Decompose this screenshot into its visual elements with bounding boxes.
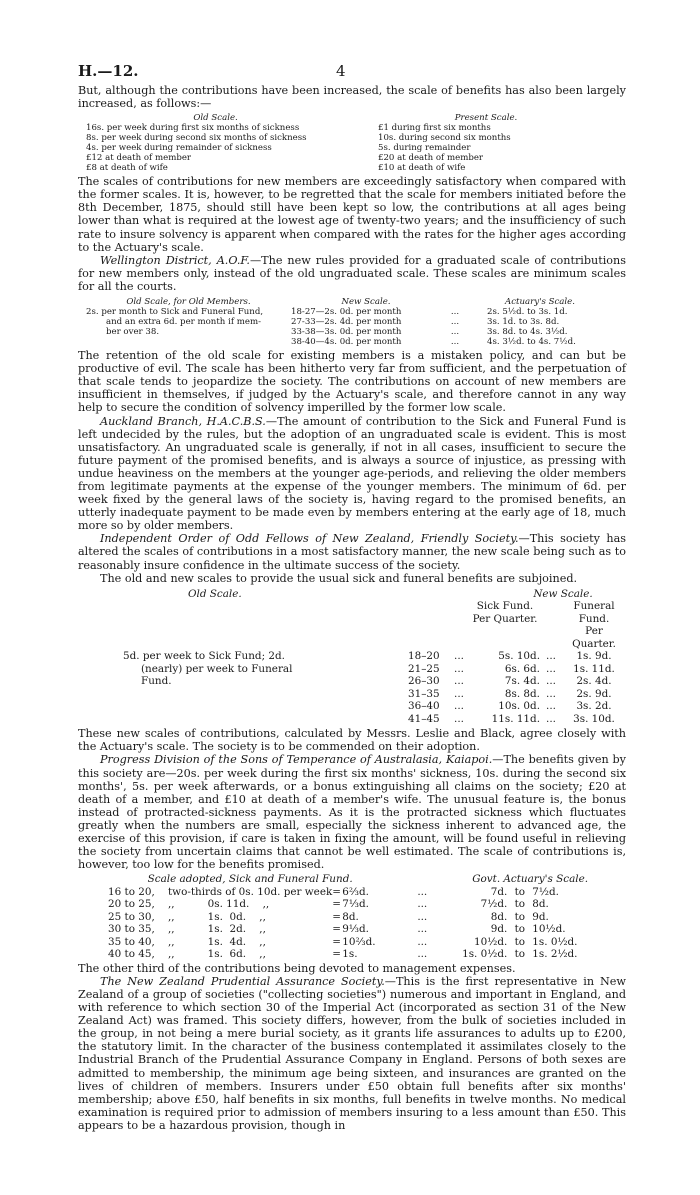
old-scale-line: ber over 38. xyxy=(106,327,160,338)
actuary-to-cell: 7½d. xyxy=(532,885,559,898)
document-page xyxy=(78,62,626,1132)
old-benefit-line: 16s. per week during first six months of sickness xyxy=(86,123,300,134)
to-word: to xyxy=(514,910,525,923)
oddfellows-paragraph xyxy=(78,532,626,571)
leslie-black-paragraph: These new scales of contributions, calculated by Messrs. Leslie and Black, agree closely with the Actuary's scale. The society is to be commended on their adoption. xyxy=(78,727,626,754)
equals-sign: = xyxy=(332,885,341,898)
age-range-cell: 30 to 35, xyxy=(108,923,155,936)
old-benefit-line: £12 at death of member xyxy=(86,153,192,164)
contribution-value-cell: 8d. xyxy=(342,910,359,923)
funeral-fund-label: Funeral Fund. xyxy=(573,600,615,625)
actuary-from-cell: 8d. xyxy=(490,910,508,923)
equals-sign: = xyxy=(332,923,341,936)
leader-dots: ... xyxy=(450,337,460,348)
per-quarter-label: Per Quarter. xyxy=(572,625,616,650)
age-cell: 21–25 xyxy=(408,662,440,675)
contribution-desc-cell: ,, 0s. 11d. ,, xyxy=(168,898,270,911)
old-benefit-line: 4s. per week during remainder of sickness xyxy=(86,143,272,154)
leader-dots: ... xyxy=(417,923,428,936)
actuary-from-cell: 9d. xyxy=(490,923,508,936)
page-header xyxy=(78,62,626,84)
funeral-fund-cell: 2s. 4d. xyxy=(576,675,612,688)
old-benefit-line: £8 at death of wife xyxy=(86,163,168,174)
age-cell: 18–20 xyxy=(408,650,440,663)
equals-sign: = xyxy=(332,910,341,923)
wellington-text: —The new rules provided for a graduated scale of contributions for new members only, instead of the old ungraduated scale. These scales are minimum scales for all the courts. xyxy=(78,253,626,293)
oddfellows-text: —This society has altered the scales of contributions in a most satisfactory manner, the new scale being such as to reasonably insure confidence in the ultimate success of the society. xyxy=(78,532,626,572)
progress-text: —The benefits given by this society are—20s. per week during the first six months' sickness, 10s. during the second six months', 5s. per week afterwards, or a bonus extinguishing all claims on the society; £20 at death of a member, and £10 at death of a member's wife. The unusual feature is, the bonus instead of protracted-sickness payments. As it is the protracted sickness which fluctuates greatly when the numbers are small, especially the sickness inherent to advanced age, the exercise of this provision, if care is taken in fixing the amount, will be found useful in relieving the society from uncertain claims that cannot be well estimated. The scale of contributions is, however, too low for the benefits promised. xyxy=(78,753,626,872)
per-quarter-label: Per Quarter. xyxy=(472,612,538,625)
leader-dots: ... xyxy=(417,910,428,923)
leader-dots: ... xyxy=(546,675,556,688)
auckland-society-name: Auckland Branch, H.A.C.B.S. xyxy=(100,414,266,428)
sick-fund-cell: 8s. 8d. xyxy=(504,687,540,700)
actuary-from-cell: 7d. xyxy=(490,885,508,898)
present-benefits-column xyxy=(378,113,626,173)
contribution-value-cell: 9⅓d. xyxy=(342,923,369,936)
contribution-value-cell: 10⅔d. xyxy=(342,935,376,948)
actuary-scale-cell: 3s. 8d. to 4s. 3½d. xyxy=(487,327,568,338)
page-number: 4 xyxy=(336,62,346,80)
sick-fund-cell: 6s. 6d. xyxy=(504,662,540,675)
present-benefit-line: £20 at death of member xyxy=(378,153,484,164)
old-benefit-line: 8s. per week during second six months of sickness xyxy=(86,133,307,144)
intro-paragraph: But, although the contributions have been increased, the scale of benefits has also been largely increased, as follows:— xyxy=(78,84,626,111)
leader-dots: ... xyxy=(546,700,556,713)
to-word: to xyxy=(514,885,525,898)
sick-fund-cell: 11s. 11d. xyxy=(491,712,540,725)
contributions-paragraph: The scales of contributions for new members are exceedingly satisfactory when compared with the former scales. It is, however, to be regretted that the scale for members initiated before the 8th December, 1875, should still have been kept so low, the contributions at all ages being lower than what is required at the lowest age of twenty-two years; and the insufficiency of such rate to insure solvency is apparent when compared with the rates for the higher ages according to the Actuary's scale. xyxy=(78,175,626,254)
funeral-fund-cell: 1s. 9d. xyxy=(576,650,612,663)
wellington-paragraph xyxy=(78,254,626,293)
to-word: to xyxy=(514,898,525,911)
new-scale-heading: New Scale. xyxy=(533,587,593,600)
leader-dots: ... xyxy=(450,327,460,338)
leader-dots: ... xyxy=(546,687,556,700)
benefits-scale xyxy=(86,113,626,173)
leader-dots: ... xyxy=(546,650,556,663)
to-word: to xyxy=(514,948,525,961)
contribution-value-cell: 1s. xyxy=(342,948,358,961)
age-cell: 31–35 xyxy=(408,687,440,700)
wellington-scale-table xyxy=(86,297,611,347)
to-word: to xyxy=(514,923,525,936)
equals-sign: = xyxy=(332,948,341,961)
actuary-scale-heading: Govt. Actuary's Scale. xyxy=(472,873,589,886)
actuary-from-cell: 7½d. xyxy=(480,898,508,911)
auckland-text: —The amount of contribution to the Sick and Funeral Fund is left undecided by the rules, but the adoption of an ungraduated scale is evident. This is most unsatisfactory. An ungraduated scale is generally, if not in all cases, insufficient to secure the future payment of the promised benefits, and is always a source of injustice, as pressing with undue heaviness on the members at the younger age-periods, and relieving the older members from legitimate payments at the expense of the younger members. The minimum of 6d. per week fixed by the general laws of the society is, having regard to the promised benefits, an utterly inadequate payment to be made even by members entering at the early age of 18, much more so by older members. xyxy=(78,414,627,533)
progress-paragraph xyxy=(78,753,626,871)
equals-sign: = xyxy=(332,935,341,948)
actuary-to-cell: 1s. 0½d. xyxy=(532,935,578,948)
old-scale-line: and an extra 6d. per month if mem- xyxy=(106,317,262,328)
leader-dots: ... xyxy=(454,712,464,725)
actuary-from-cell: 10½d. xyxy=(474,935,508,948)
leader-dots: ... xyxy=(450,317,460,328)
actuary-scale-cell: 3s. 1d. to 3s. 8d. xyxy=(487,317,560,328)
new-scale-cell: 38-40—4s. 0d. per month xyxy=(291,337,402,348)
contribution-desc-cell: ,, 1s. 4d. ,, xyxy=(168,935,266,948)
sick-fund-heading xyxy=(470,600,540,650)
actuary-to-cell: 10½d. xyxy=(532,923,566,936)
contribution-value-cell: 7⅓d. xyxy=(342,898,369,911)
age-range-cell: 25 to 30, xyxy=(108,910,155,923)
leader-dots: ... xyxy=(454,675,464,688)
age-range-cell: 35 to 40, xyxy=(108,935,155,948)
old-scale-line: (nearly) per week to Funeral xyxy=(141,662,293,675)
sick-fund-cell: 7s. 4d. xyxy=(504,675,540,688)
equals-sign: = xyxy=(332,898,341,911)
prudential-paragraph xyxy=(78,975,626,1132)
leader-dots: ... xyxy=(417,885,428,898)
leader-dots: ... xyxy=(454,700,464,713)
subjoined-paragraph: The old and new scales to provide the usual sick and funeral benefits are subjoined. xyxy=(100,571,578,585)
funeral-fund-cell: 1s. 11d. xyxy=(573,662,615,675)
funeral-fund-cell: 2s. 9d. xyxy=(576,687,612,700)
present-benefit-line: 10s. during second six months xyxy=(378,133,511,144)
retention-paragraph: The retention of the old scale for existing members is a mistaken policy, and can but be productive of evil. The scale has been hitherto very far from sufficient, and the perpetuation of that scale tends to jeopardize the society. The contributions on account of new members are insufficient in themselves, if judged by the Actuary's scale, and therefore cannot in any way help to secure the condition of solvency imperilled by the former low scale. xyxy=(78,349,626,415)
funeral-fund-heading xyxy=(562,600,626,650)
to-word: to xyxy=(514,935,525,948)
age-range-cell: 40 to 45, xyxy=(108,948,155,961)
leader-dots: ... xyxy=(454,687,464,700)
new-scale-cell: 18-27—2s. 0d. per month xyxy=(291,307,402,318)
leader-dots: ... xyxy=(454,650,464,663)
new-scale-heading: New Scale. xyxy=(341,297,391,308)
management-expenses-paragraph: The other third of the contributions being devoted to management expenses. xyxy=(78,961,516,975)
sick-fund-cell: 5s. 10d. xyxy=(498,650,540,663)
sick-fund-label: Sick Fund. xyxy=(476,600,534,613)
leader-dots: ... xyxy=(454,662,464,675)
contribution-desc-cell: ,, 1s. 2d. ,, xyxy=(168,923,266,936)
actuary-scale-cell: 4s. 3½d. to 4s. 7½d. xyxy=(487,337,576,348)
actuary-from-cell: 1s. 0½d. xyxy=(462,948,508,961)
contribution-desc-cell: ,, 1s. 6d. ,, xyxy=(168,948,266,961)
funeral-fund-cell: 3s. 2d. xyxy=(576,700,612,713)
leader-dots: ... xyxy=(450,307,460,318)
old-scale-heading: Old Scale, for Old Members. xyxy=(126,297,251,308)
new-scale-cell: 33-38—3s. 0d. per month xyxy=(291,327,402,338)
age-cell: 41–45 xyxy=(408,712,440,725)
contribution-desc-cell: ,, 1s. 0d. ,, xyxy=(168,910,266,923)
actuary-to-cell: 9d. xyxy=(532,910,549,923)
actuary-to-cell: 1s. 2½d. xyxy=(532,948,578,961)
old-scale-line: Fund. xyxy=(141,675,172,688)
progress-scale-table xyxy=(108,873,608,961)
present-benefit-line: 5s. during remainder xyxy=(378,143,471,154)
progress-society-name: Progress Division of the Sons of Temperance of Australasia, Kaiapoi. xyxy=(100,753,493,767)
prudential-society-name: The New Zealand Prudential Assurance Society. xyxy=(100,974,385,988)
auckland-paragraph xyxy=(78,415,626,533)
sick-fund-cell: 10s. 0d. xyxy=(498,700,540,713)
age-range-cell: 20 to 25, xyxy=(108,898,155,911)
actuary-scale-heading: Actuary's Scale. xyxy=(505,297,575,308)
prudential-text: —This is the first representative in New Zealand of a group of societies ("collecting societies") numerous and important in England, and with reference to which section 30 of the Imperial Act (incorporated as section 31 of the New Zealand Act) was framed. This society differs, however, from the bulk of societies included in the group, in not being a mere burial society, as it grants life assurances to adults up to £200, the statutory limit. In the character of the business contemplated it assimilates closely to the Industrial Branch of the Prudential Assurance Company in England. Persons of both sexes are admitted to membership, the minimum age being sixteen, and insurances are granted on the lives of children of members. Insurers under £50 obtain full benefits after six months' membership; above £50, half benefits in six months, full benefits in twelve months. No medical examination is required prior to admission of members insuring to a less amount than £50. This appears to be a hazardous provision, though in xyxy=(78,974,626,1132)
leader-dots: ... xyxy=(417,935,428,948)
oddfellows-society-name: Independent Order of Odd Fellows of New Zealand, Friendly Society. xyxy=(100,532,519,546)
leader-dots: ... xyxy=(417,948,428,961)
old-benefits-column xyxy=(86,113,345,173)
contribution-value-cell: 6⅔d. xyxy=(342,885,369,898)
scale-adopted-heading: Scale adopted, Sick and Funeral Fund. xyxy=(147,873,353,886)
leader-dots: ... xyxy=(546,712,556,725)
leader-dots: ... xyxy=(417,898,428,911)
age-range-cell: 16 to 20, xyxy=(108,885,155,898)
actuary-to-cell: 8d. xyxy=(532,898,549,911)
present-benefit-line: £10 at death of wife xyxy=(378,163,466,174)
old-scale-line: 2s. per month to Sick and Funeral Fund, xyxy=(86,307,264,318)
old-benefits-heading: Old Scale. xyxy=(193,113,238,124)
present-benefits-heading: Present Scale. xyxy=(454,113,518,124)
funeral-fund-cell: 3s. 10d. xyxy=(573,712,615,725)
document-reference: H.—12. xyxy=(78,62,139,80)
old-scale-heading: Old Scale. xyxy=(188,587,242,600)
oddfellows-scale-table xyxy=(78,588,626,726)
old-scale-line: 5d. per week to Sick Fund; 2d. xyxy=(123,650,285,663)
actuary-scale-cell: 2s. 5½d. to 3s. 1d. xyxy=(487,307,568,318)
contribution-desc-cell: two-thirds of 0s. 10d. per week xyxy=(168,885,333,898)
age-cell: 26–30 xyxy=(408,675,440,688)
age-cell: 36–40 xyxy=(408,700,440,713)
new-scale-cell: 27-33—2s. 4d. per month xyxy=(291,317,402,328)
present-benefit-line: £1 during first six months xyxy=(378,123,491,134)
leader-dots: ... xyxy=(546,662,556,675)
wellington-society-name: Wellington District, A.O.F. xyxy=(100,253,250,267)
